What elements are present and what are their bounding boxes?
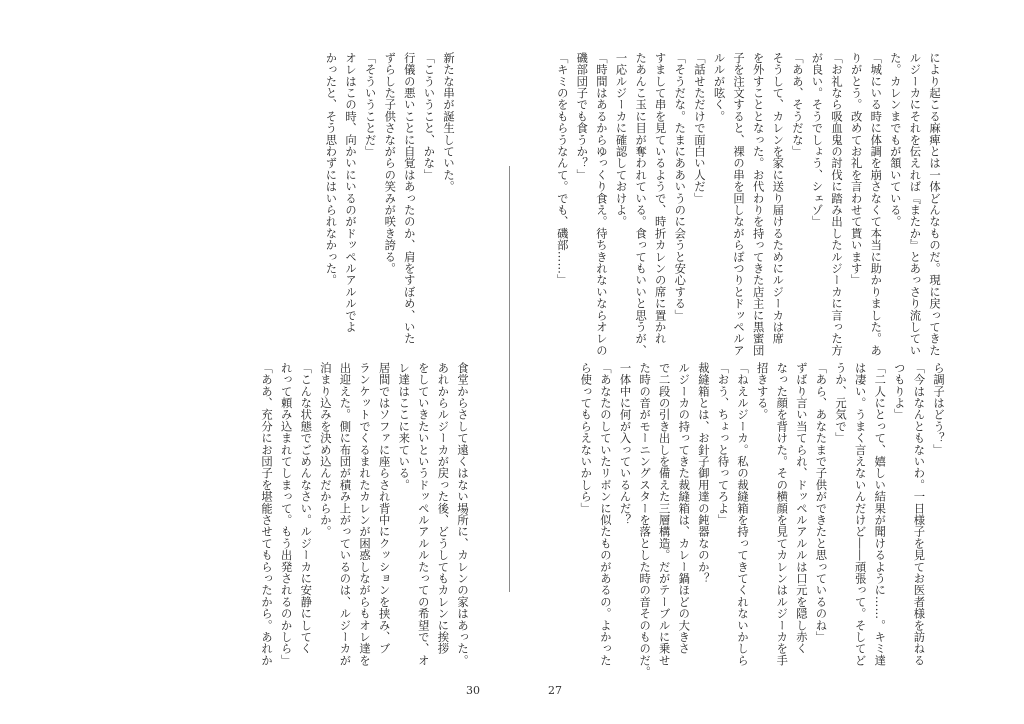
text-line: ルジーカにそれを伝えれば『またか』とあっさり流してい <box>908 52 922 357</box>
gutter-rule <box>509 166 510 592</box>
text-line: あれからルジーカが戻った後、どうしてもカレンに挨拶 <box>436 362 450 655</box>
text-line: 一体中に何が入っているんだ？ <box>618 362 632 526</box>
text-line: により起こる麻痺とは一体どんなものだ。現に戻ってきた <box>928 52 941 357</box>
text-line: 新たな串が誕生していた。 <box>442 52 455 193</box>
text-line: 「ああ、充分にお団子を堪能させてもらったから。あれか <box>260 362 274 667</box>
text-line: 「ねえルジーカ。私の裁縫箱を持ってきてくれないかしら <box>736 362 750 667</box>
text-line: りがとう。改めてお礼を言わせて貰います」 <box>849 52 863 286</box>
text-line: れって頼み込まれてしまって。もう出発されるのかしら」 <box>279 362 293 667</box>
text-line: が良い。そうでしょう、シェゾ」 <box>810 52 824 228</box>
text-line: ずらした子供さながらの笑みが咲き誇る。 <box>383 52 397 275</box>
text-line: ら使ってもらえないかしら」 <box>579 362 593 515</box>
text-line: 裁縫箱とは、お針子御用達の鈍器なのか？ <box>696 362 710 585</box>
text-line: 「二人にとって、嬉しい結果が聞けるように……。キミ達 <box>873 362 887 667</box>
text-line: 磯部団子でも食うか？」 <box>575 52 589 181</box>
text-line: ルルが呟く。 <box>712 52 726 123</box>
text-line: 「おう、ちょっと待ってろよ」 <box>716 362 730 526</box>
text-line: 「こういうこと、かな」 <box>422 52 436 181</box>
text-line: 居間ではソファに座らされ背中にクッションを挟み、ブ <box>377 362 391 655</box>
text-line: 「時間はあるからゆっくり食え。待ちきれないならオレの <box>594 52 608 357</box>
right-page <box>512 0 1024 724</box>
text-line: なった顔を背けた。その横顔を見てカレンはルジーカを手 <box>775 362 789 667</box>
text-line: オレはこの時、向かいにいるのがドッペルアルルでよ <box>344 52 358 333</box>
text-line: ずばり言い当てられ、ドッペルアルルは口元を隠し赤く <box>794 362 808 655</box>
text-line: うか、元気で」 <box>834 362 848 444</box>
text-line: た。カレンまでもが頷いている。 <box>888 52 902 228</box>
right-lower-text-block <box>572 362 948 678</box>
text-line: 「キミのをもらうなんて。でも、磯部……」 <box>555 52 569 286</box>
right-page-number: 27 <box>548 684 562 697</box>
text-line: で二段の引き出しを備えた三層構造。だがテーブルに乗せ <box>657 362 671 667</box>
text-line: 「こんな状態でごめんなさい。ルジーカに安静にしてく <box>299 362 313 655</box>
text-line: ら調子はどう？」 <box>932 362 945 456</box>
text-line: 「城にいる時に体調を崩さなくて本当に助かりました。あ <box>869 52 883 357</box>
text-line: 「あなたのしていたリボンに似たものがあるの。よかった <box>598 362 612 667</box>
text-line: つもりよ」 <box>892 362 906 421</box>
left-lower-text-block <box>88 362 472 667</box>
text-line: すまして串を見ているようで、時折カレンの席に置かれ <box>653 52 667 345</box>
text-line: 「お礼なら吸血鬼の討伐に踏み出したルジーカに言った方 <box>830 52 844 357</box>
text-line: 「今はなんともないわ。一日様子を見てお医者様を訪ねる <box>912 362 926 667</box>
left-page-number: 30 <box>466 684 480 697</box>
text-line: 出迎えた。側に布団が積み上がっているのは、ルジーカが <box>338 362 352 667</box>
text-line: 一応ルジーカに確認しておけよ。 <box>614 52 628 228</box>
text-line: 泊まり込みを決め込んだからか。 <box>318 362 332 538</box>
text-line: 招きする。 <box>755 362 769 421</box>
text-line: を外すこととなった。お代わりを持ってきた店主に黒蜜団 <box>751 52 765 357</box>
text-line: そうして、カレンを家に送り届けるためにルジーカは席 <box>771 52 785 345</box>
right-upper-text-block <box>555 52 944 357</box>
text-line: 「話せただけで面白い人だ」 <box>692 52 706 205</box>
text-line: た時の音がモーニングスターを落とした時の音そのものだ。 <box>638 362 652 678</box>
text-line: たあんこ玉に目が奪われている。食ってもいいと思うが、 <box>634 52 648 357</box>
text-line: 食堂からさして遠くはない場所に、カレンの家はあった。 <box>456 362 469 667</box>
left-upper-text-block <box>88 52 458 345</box>
text-line: は凄い。うまく言えないんだけど――頑張って。そしてど <box>853 362 867 667</box>
text-line: ランケットでくるまれたカレンが困惑しながらもオレ達を <box>358 362 372 667</box>
text-line: 「あら、あなたまで子供ができたと思っているのね」 <box>814 362 828 643</box>
text-line: 行儀の悪いことに自覚はあったのか、肩をすぼめ、いた <box>402 52 416 345</box>
text-line: 子を注文すると、裸の串を回しながらぽつりとドッペルア <box>732 52 746 357</box>
text-line: 「ああ、そうだな」 <box>790 52 804 158</box>
text-line: 「そうだな。たまにああいうのに会うと安心する」 <box>673 52 687 322</box>
text-line: をしていきたいというドッペルアルルたっての希望で、オ <box>416 362 430 667</box>
text-line: ルジーカの持ってきた裁縫箱は、カレー鍋ほどの大きさ <box>677 362 691 655</box>
text-line: かったと、そう思わずにはいられなかった。 <box>324 52 338 286</box>
text-line: レ達はここに来ている。 <box>397 362 411 491</box>
text-line: 「そういうことだ」 <box>363 52 377 158</box>
